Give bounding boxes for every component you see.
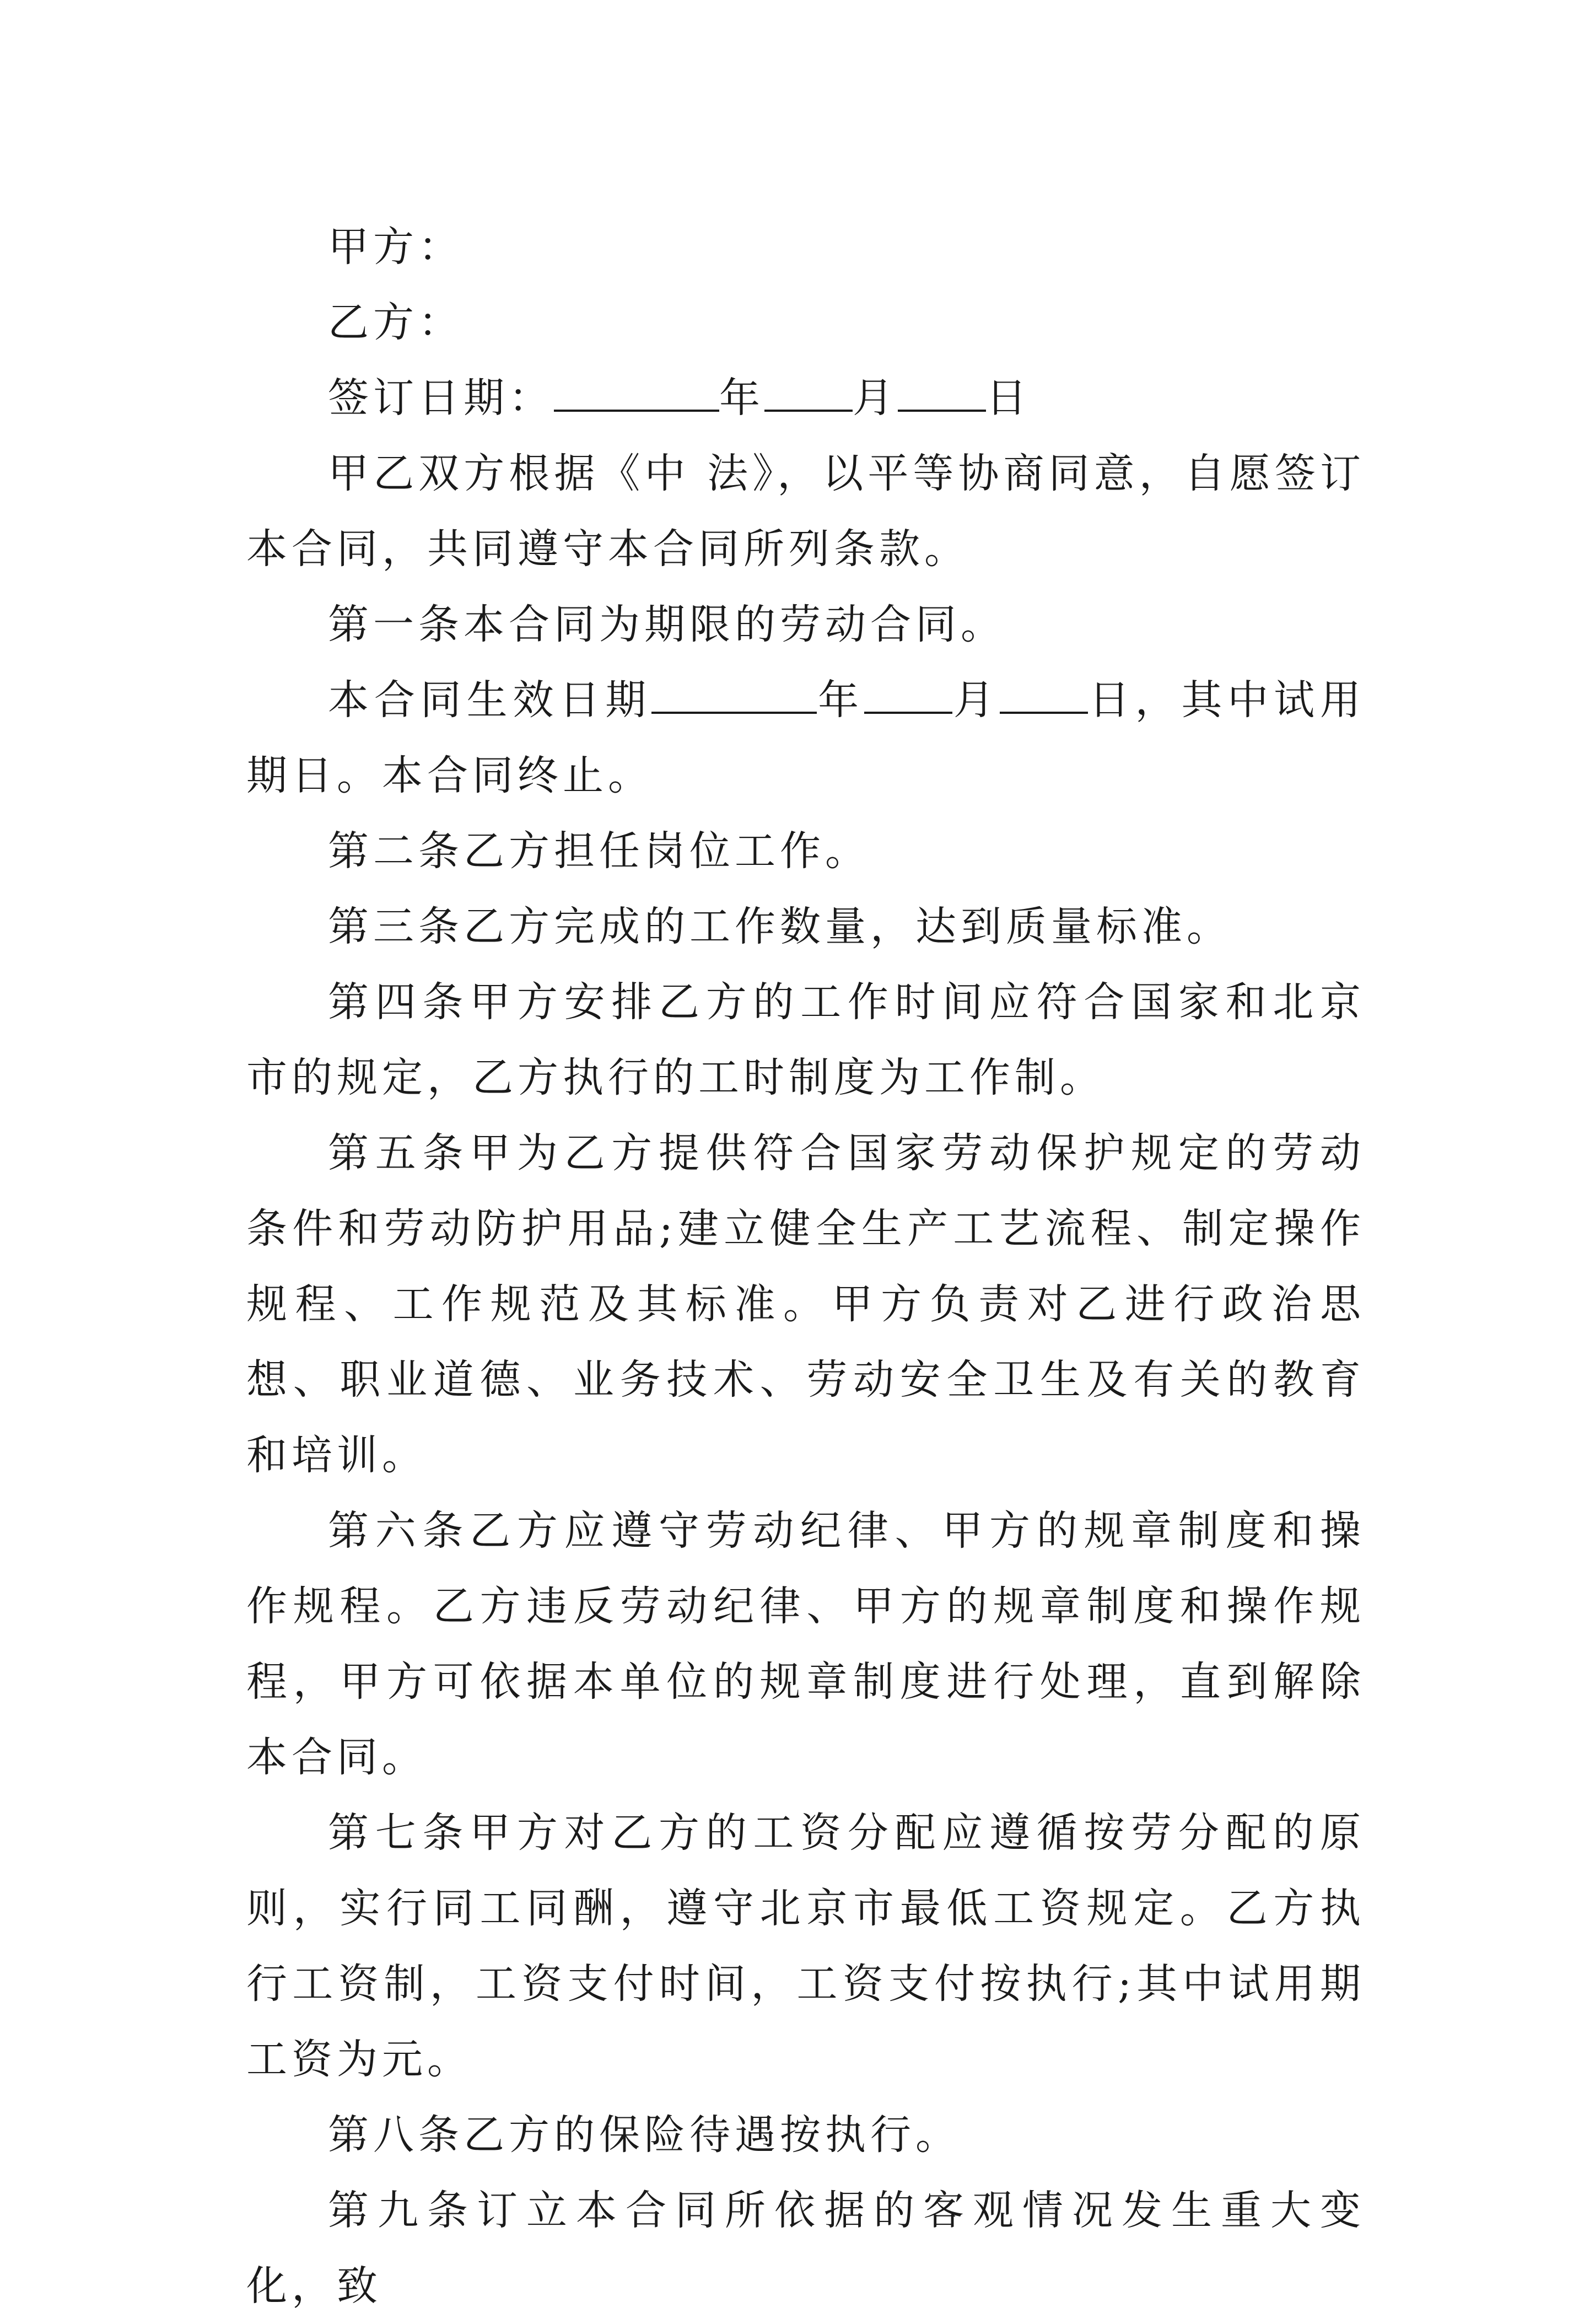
effective-date-label: 本合同生效日期 <box>328 676 652 724</box>
sign-day-blank <box>898 375 986 412</box>
effective-year-blank <box>651 677 817 714</box>
article-9: 第九条订立本合同所依据的客观情况发生重大变化，致 <box>246 2187 1365 2310</box>
effective-day-blank <box>1000 677 1088 714</box>
party-a-line: 甲方： <box>328 223 464 271</box>
effective-month-blank <box>864 677 952 714</box>
sign-year-blank <box>554 375 719 412</box>
article-4: 第四条甲方安排乙方的工作时间应符合国家和北京市的规定，乙方执行的工时制度为工作制。 <box>246 978 1365 1101</box>
effective-month-label: 月 <box>952 676 1000 724</box>
sign-day-label: 日 <box>986 374 1031 422</box>
effective-day-suffix: 日，其中试用期日。本合同终止。 <box>246 676 1366 799</box>
article-6: 第六条乙方应遵守劳动纪律、甲方的规章制度和操作规程。乙方违反劳动纪律、甲方的规章制度和操作规程，甲方可依据本单位的规章制度进行处理，直到解除本合同。 <box>246 1507 1365 1781</box>
article-1: 第一条本合同为期限的劳动合同。 <box>328 601 1006 648</box>
sign-month-label: 月 <box>853 374 898 422</box>
article-2: 第二条乙方担任岗位工作。 <box>328 827 870 875</box>
article-3: 第三条乙方完成的工作数量，达到质量标准。 <box>328 903 1232 950</box>
sign-month-blank <box>764 375 853 412</box>
article-5: 第五条甲为乙方提供符合国家劳动保护规定的劳动条件和劳动防护用品;建立健全生产工艺流程、制定操作规程、工作规范及其标准。甲方负责对乙进行政治思想、职业道德、业务技术、劳动安全卫生及有关的教育和培训。 <box>246 1129 1365 1479</box>
sign-date-label: 签订日期： <box>328 374 554 422</box>
preamble-paragraph: 甲乙双方根据《中 法》，以平等协商同意，自愿签订本合同，共同遵守本合同所列条款。 <box>246 450 1365 573</box>
sign-year-label: 年 <box>719 374 764 422</box>
effective-date-paragraph <box>246 663 1365 814</box>
article-8: 第八条乙方的保险待遇按执行。 <box>328 2111 961 2159</box>
contract-body <box>246 209 1365 2324</box>
article-7: 第七条甲方对乙方的工资分配应遵循按劳分配的原则，实行同工同酬，遵守北京市最低工资规定。乙方执行工资制，工资支付时间，工资支付按执行;其中试用期工资为元。 <box>246 1809 1365 2083</box>
sign-date-line <box>246 361 1365 436</box>
party-b-line: 乙方： <box>328 299 464 346</box>
effective-year-label: 年 <box>817 676 864 724</box>
